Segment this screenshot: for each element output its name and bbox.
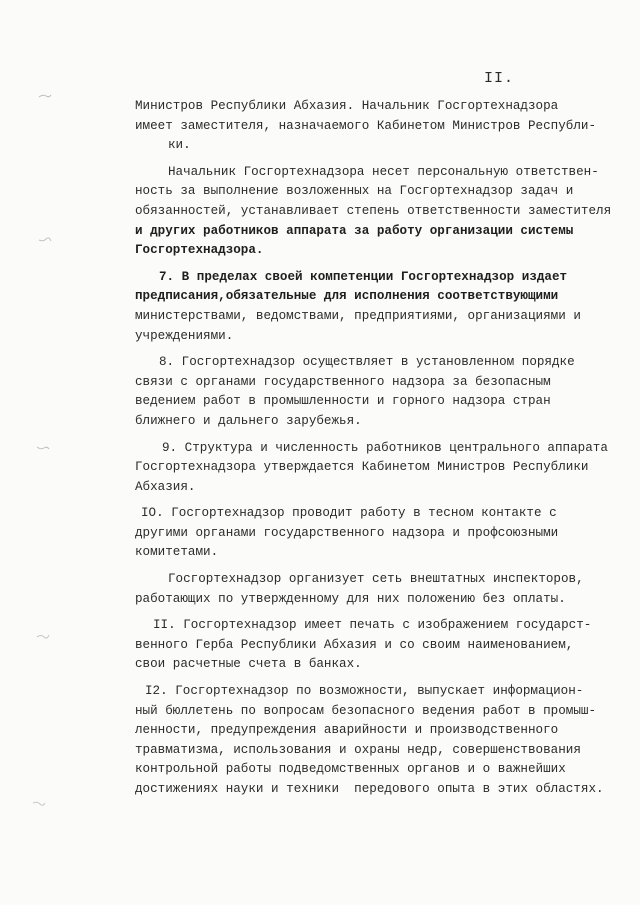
text-line: предписания,обязательные для исполнения соответствующими — [135, 289, 559, 304]
paragraph-head-responsibility — [135, 163, 631, 261]
text-line: достижениях науки и техники передового опыта в этих областях. — [135, 782, 604, 796]
paragraph-10 — [135, 504, 631, 563]
margin-mark-icon — [36, 633, 50, 639]
text-line: Госгортехнадзора. — [135, 243, 264, 258]
text-line: венного Герба Республики Абхазия и со своим наименованием, — [135, 637, 574, 652]
text-line: свои расчетные счета в банках. — [135, 657, 362, 672]
paragraph-continuation — [135, 97, 631, 156]
text-line: и других работников аппарата за работу организации системы — [135, 223, 574, 238]
text-line: другими органами государственного надзора и профсоюзными — [135, 525, 559, 540]
text-line: ки. — [168, 138, 191, 153]
text-line: ность за выполнение возложенных на Госгортехнадзор задач и — [135, 184, 574, 199]
text-line: Абхазия. — [135, 479, 196, 494]
text-line: 9. Структура и численность работников центрального аппарата — [162, 440, 608, 455]
paragraph-8 — [135, 353, 631, 431]
text-line: Госгортехнадзора утверждается Кабинетом Министров Республики — [135, 460, 589, 475]
text-line: ный бюллетень по вопросам безопасного ведения работ в промыш- — [135, 703, 597, 718]
page-number: II. — [484, 70, 515, 87]
text-line: связи с органами государственного надзора за безопасным — [135, 374, 551, 389]
text-line: учреждениями. — [135, 328, 234, 343]
text-line: Госгортехнадзор организует сеть внештатных инспекторов, — [168, 572, 584, 587]
paragraph-7 — [135, 268, 631, 346]
text-line: обязанностей, устанавливает степень ответственности заместителя — [135, 203, 612, 218]
text-line: Министров Республики Абхазия. Начальник Госгортехнадзора — [135, 99, 559, 113]
text-line: имеет заместителя, назначаемого Кабинетом Министров Республи- — [135, 118, 597, 133]
document-body — [135, 97, 631, 807]
text-line: 8. Госгортехнадзор осуществляет в установленном порядке — [159, 355, 575, 370]
margin-mark-icon — [32, 800, 46, 806]
paragraph-11 — [135, 616, 631, 675]
text-line: работающих по утвержденному для них положению без оплаты. — [135, 591, 566, 606]
paragraph-inspectors — [135, 570, 631, 609]
text-line: контрольной работы подведомственных органов и о важнейших — [135, 762, 566, 777]
text-line: ведением работ в промышленности и горного надзора стран — [135, 394, 551, 409]
text-line: I2. Госгортехнадзор по возможности, выпускает информацион- — [145, 684, 584, 699]
text-line: травматизма, использования и охраны недр, совершенствования — [135, 742, 581, 757]
paragraph-9 — [135, 439, 631, 498]
text-line: II. Госгортехнадзор имеет печать с изображением государст- — [153, 618, 592, 633]
margin-mark-icon — [38, 237, 52, 243]
text-line: ближнего и дальнего зарубежья. — [135, 413, 362, 428]
text-line: IO. Госгортехнадзор проводит работу в тесном контакте с — [141, 506, 557, 521]
margin-mark-icon — [38, 93, 52, 99]
text-line: Начальник Госгортехнадзора несет персональную ответствен- — [168, 164, 599, 179]
text-line: ленности, предупреждения аварийности и производственного — [135, 723, 559, 738]
text-line: 7. В пределах своей компетенции Госгортехнадзор издает — [159, 269, 568, 284]
margin-mark-icon — [36, 445, 50, 451]
paragraph-12 — [135, 682, 631, 800]
text-line: комитетами. — [135, 545, 219, 560]
text-line: министерствами, ведомствами, предприятиями, организациями и — [135, 308, 581, 323]
